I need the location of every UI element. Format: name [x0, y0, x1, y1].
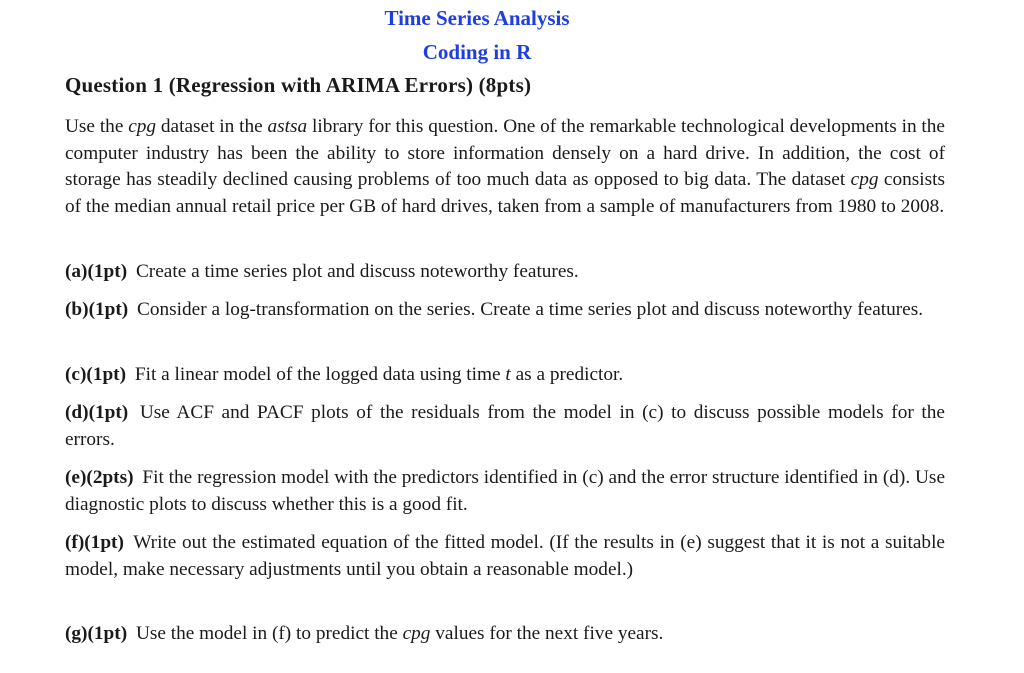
part-label: (c)(1pt) — [65, 364, 127, 385]
part-e — [65, 465, 945, 518]
part-text: values for the next five years. — [430, 623, 664, 644]
intro-text: dataset in the — [156, 116, 268, 137]
part-label: (e)(2pts) — [65, 467, 134, 488]
part-text: as a predictor. — [510, 364, 624, 385]
part-text: Use ACF and PACF plots of the residuals from the model in (c) to discuss possible models for the errors. — [65, 402, 945, 450]
question-heading: Question 1 (Regression with ARIMA Errors) (8pts) — [65, 73, 532, 97]
variable-t: t — [505, 364, 511, 385]
document-subtitle: Coding in R — [422, 40, 532, 64]
dataset-name: cpg — [402, 623, 431, 644]
part-label: (g)(1pt) — [65, 623, 128, 644]
part-text: Use the model in (f) to predict the — [135, 623, 403, 644]
part-text: Write out the estimated equation of the fitted model. (If the results in (e) suggest that it is not a suitable model, make necessary adjustments until you obtain a reasonable model.) — [65, 532, 945, 580]
part-label: (b)(1pt) — [65, 299, 129, 320]
part-label: (f)(1pt) — [65, 532, 124, 553]
part-label: (d)(1pt) — [65, 402, 129, 423]
part-text: Fit a linear model of the logged data using time — [134, 364, 506, 385]
document-title: Time Series Analysis — [384, 6, 570, 30]
part-b — [65, 297, 945, 324]
part-c — [65, 362, 945, 389]
part-d — [65, 400, 945, 453]
part-a — [65, 259, 945, 286]
part-text: Fit the regression model with the predictors identified in (c) and the error structure identified in (d). Use diagnostic plots to discuss whether this is a good fit. — [65, 467, 945, 515]
part-f — [65, 530, 945, 583]
intro-text: consists of the median annual retail price per GB of hard drives, taken from a sample of manufacturers from 1980 to 2008. — [65, 169, 945, 217]
part-text: Create a time series plot and discuss noteworthy features. — [135, 261, 579, 282]
dataset-name: cpg — [850, 169, 879, 190]
question-intro — [65, 114, 945, 220]
part-g — [65, 621, 945, 648]
part-text: Consider a log-transformation on the series. Create a time series plot and discuss noteworthy features. — [137, 299, 924, 320]
library-name: astsa — [267, 116, 308, 137]
dataset-name: cpg — [128, 116, 157, 137]
part-label: (a)(1pt) — [65, 261, 128, 282]
intro-text: library for this question. One of the remarkable technological developments in the computer industry has been the ability to store information densely on a hard drive. In addition, the cost of storage has steadily declined causing problems of too much data as opposed to big data. The dataset — [65, 116, 945, 190]
intro-text: Use the — [65, 116, 129, 137]
